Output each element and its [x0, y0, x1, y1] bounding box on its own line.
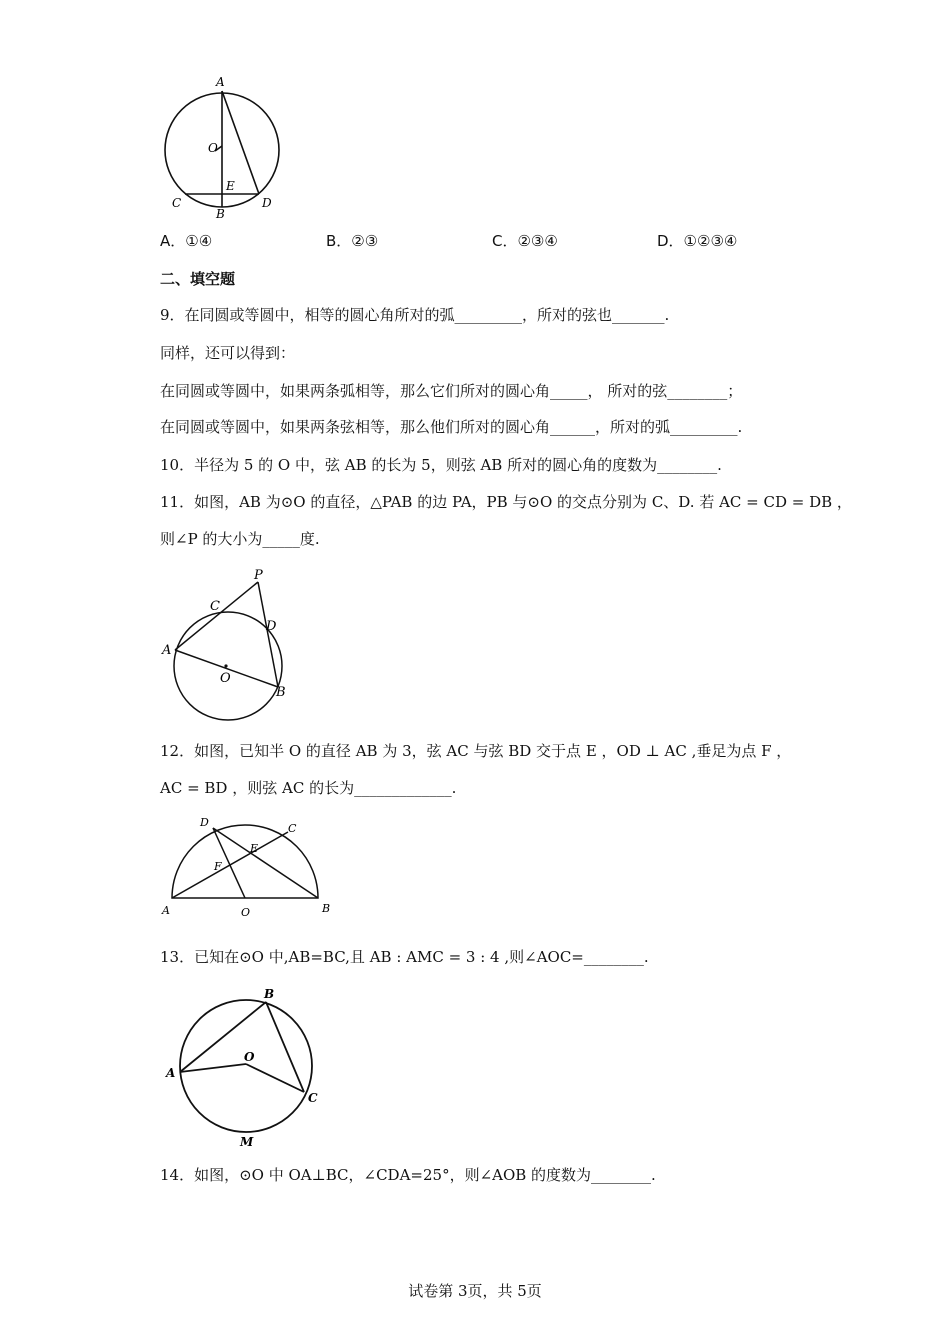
q10-text: 10．半径为 5 的 O 中，弦 AB 的长为 5，则弦 AB 所对的圆心角的度数为________.: [160, 456, 722, 474]
q9-line3: 在同圆或等圆中，如果两条弧相等，那么它们所对的圆心角_____， 所对的弦________；: [160, 382, 743, 400]
q13-text: 13．已知在⊙O 中,AB=BC,且 AB : AMC = 3 : 4 ,则∠AOC=________.: [160, 948, 649, 966]
page-footer: 试卷第 3页，共 5页: [408, 1282, 542, 1300]
fig12-label-C: C: [288, 822, 297, 835]
figure-q13: [158, 982, 328, 1150]
fig12-label-B: B: [322, 902, 331, 915]
fig12-label-E: E: [250, 842, 259, 855]
fig13-label-M: M: [240, 1135, 254, 1149]
fig12-label-F: F: [214, 860, 222, 873]
fig13-label-A: A: [166, 1066, 176, 1080]
fig11-label-O: O: [220, 671, 231, 686]
q11-line1: 11．如图，AB 为⊙O 的直径，△PAB 的边 PA，PB 与⊙O 的交点分别为 C、D. 若 AC = CD = DB ，: [160, 493, 852, 511]
fig8-label-O: O: [208, 141, 218, 155]
q14-text: 14．如图，⊙O 中 OA⊥BC，∠CDA=25°，则∠AOB 的度数为________.: [160, 1166, 656, 1184]
option-c: C．②③④: [492, 232, 558, 250]
q9-line2: 同样，还可以得到：: [160, 344, 296, 362]
fig11-label-C: C: [210, 599, 220, 614]
section-title: 二、填空题: [160, 270, 236, 288]
fig8-label-E: E: [226, 179, 235, 193]
fig11-label-D: D: [266, 619, 277, 634]
fig12-label-D: D: [200, 816, 209, 829]
fig13-label-B: B: [264, 987, 275, 1001]
fig11-label-P: P: [254, 568, 263, 583]
option-b: B．②③: [326, 232, 379, 250]
q12-line1: 12．如图，已知半 O 的直径 AB 为 3，弦 AC 与弦 BD 交于点 E ，OD ⊥ AC ,垂足为点 F ，: [160, 742, 792, 760]
fig13-label-O: O: [244, 1050, 255, 1064]
option-d: D．①②③④: [657, 232, 738, 250]
fig11-label-A: A: [162, 643, 172, 658]
q9-line4: 在同圆或等圆中，如果两条弦相等，那么他们所对的圆心角______，所对的弧_________.: [160, 418, 743, 436]
option-a: A．①④: [160, 232, 213, 250]
fig13-label-C: C: [308, 1091, 318, 1105]
fig8-label-A: A: [216, 75, 225, 89]
fig8-label-C: C: [172, 196, 182, 210]
figure-q12: [158, 812, 338, 922]
fig8-label-B: B: [216, 207, 225, 221]
q12-line2: AC = BD ，则弦 AC 的长为_____________.: [160, 779, 457, 797]
fig11-label-B: B: [276, 685, 286, 700]
figure-q11: [158, 562, 298, 722]
fig12-label-A: A: [162, 904, 170, 917]
figure-q8: [158, 74, 288, 222]
fig12-label-O: O: [241, 906, 251, 919]
q11-line2: 则∠P 的大小为_____度.: [160, 530, 320, 548]
fig8-label-D: D: [262, 196, 272, 210]
q9-line1: 9．在同圆或等圆中，相等的圆心角所对的弧_________，所对的弦也_______.: [160, 306, 670, 324]
